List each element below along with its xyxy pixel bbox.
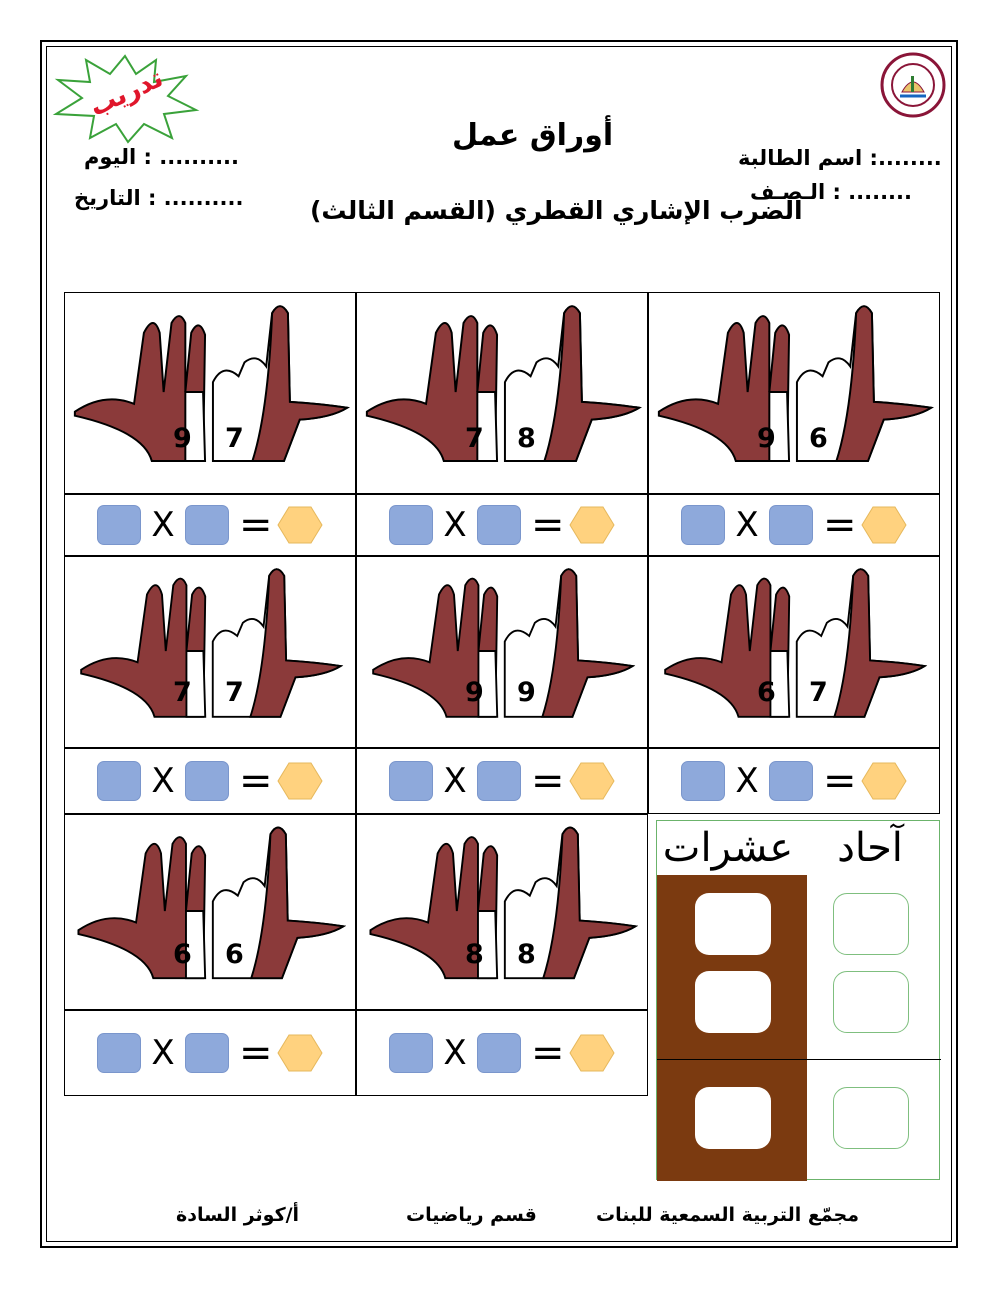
hands-illustration-icon [65,557,353,745]
equation-row [64,1010,356,1096]
factor-answer-box[interactable] [389,1033,433,1073]
left-hand-number: 6 [757,677,776,708]
right-hand-number: 7 [225,677,244,708]
equation-row [356,748,648,814]
factor-answer-box[interactable] [97,505,141,545]
tens-answer-box[interactable] [695,1087,771,1149]
right-hand-number: 9 [517,677,536,708]
equals-sign: = [239,758,273,804]
equals-sign: = [531,758,565,804]
times-sign: X [443,1033,467,1073]
tens-header: عشرات [662,825,794,871]
factor-answer-box[interactable] [477,761,521,801]
hands-illustration-icon [649,293,937,491]
factor-answer-box[interactable] [477,1033,521,1073]
hands-cell [356,814,648,1010]
factor-answer-box[interactable] [97,1033,141,1073]
tens-answer-box[interactable] [695,971,771,1033]
page-subtitle: الضرب الإشاري القطري (القسم الثالث) [310,196,803,225]
ones-header: آحاد [837,825,903,871]
product-answer-hexagon[interactable] [277,761,323,801]
factor-answer-box[interactable] [185,761,229,801]
left-hand-number: 7 [465,423,484,454]
ones-answer-box[interactable] [833,1087,909,1149]
times-sign: X [735,505,759,545]
product-answer-hexagon[interactable] [861,505,907,545]
factor-answer-box[interactable] [769,761,813,801]
factor-answer-box[interactable] [97,761,141,801]
factor-answer-box[interactable] [389,761,433,801]
right-hand-number: 6 [225,939,244,970]
right-hand-number: 8 [517,939,536,970]
date-field: التاريخ : .......... [74,186,244,210]
equation-row [648,494,940,556]
product-answer-hexagon[interactable] [861,761,907,801]
class-field: الـصـف : ........ [750,180,912,204]
factor-answer-box[interactable] [681,505,725,545]
equation-row [356,1010,648,1096]
hands-cell [356,556,648,748]
hands-illustration-icon [65,293,353,491]
hands-cell [648,556,940,748]
right-hand-number: 7 [225,423,244,454]
factor-answer-box[interactable] [769,505,813,545]
factor-answer-box[interactable] [681,761,725,801]
left-hand-number: 9 [173,423,192,454]
page-title: أوراق عمل [452,118,614,153]
factor-answer-box[interactable] [389,505,433,545]
factor-answer-box[interactable] [477,505,521,545]
product-answer-hexagon[interactable] [569,761,615,801]
hands-illustration-icon [357,293,645,491]
equals-sign: = [239,1030,273,1076]
hands-cell [64,556,356,748]
ones-answer-box[interactable] [833,893,909,955]
times-sign: X [151,505,175,545]
place-value-chart [656,820,940,1180]
equation-row [64,494,356,556]
times-sign: X [443,505,467,545]
left-hand-number: 9 [757,423,776,454]
right-hand-number: 7 [809,677,828,708]
hands-illustration-icon [65,815,353,1007]
left-hand-number: 9 [465,677,484,708]
left-hand-number: 6 [173,939,192,970]
practice-badge-label: تدريب [85,63,168,123]
times-sign: X [735,761,759,801]
left-hand-number: 8 [465,939,484,970]
equation-row [64,748,356,814]
equals-sign: = [823,502,857,548]
equation-row [648,748,940,814]
footer-teacher: أ/كوثر السادة [176,1204,300,1226]
left-hand-number: 7 [173,677,192,708]
ones-answer-box[interactable] [833,971,909,1033]
footer-department: قسم رياضيات [406,1204,537,1226]
student-name-field: اسم الطالبة :........ [738,146,942,170]
equals-sign: = [531,1030,565,1076]
day-field: اليوم : .......... [84,145,240,169]
times-sign: X [151,761,175,801]
factor-answer-box[interactable] [185,505,229,545]
times-sign: X [151,1033,175,1073]
equals-sign: = [823,758,857,804]
product-answer-hexagon[interactable] [277,1033,323,1073]
hands-cell [648,292,940,494]
product-answer-hexagon[interactable] [277,505,323,545]
hands-cell [356,292,648,494]
place-value-divider [657,1059,941,1060]
right-hand-number: 8 [517,423,536,454]
product-answer-hexagon[interactable] [569,505,615,545]
hands-cell [64,814,356,1010]
right-hand-number: 6 [809,423,828,454]
product-answer-hexagon[interactable] [569,1033,615,1073]
hands-illustration-icon [357,815,645,1007]
equals-sign: = [239,502,273,548]
hands-cell [64,292,356,494]
times-sign: X [443,761,467,801]
hands-illustration-icon [357,557,645,745]
footer-school: مجمّع التربية السمعية للبنات [596,1204,860,1226]
hands-illustration-icon [649,557,937,745]
ministry-logo-icon [880,52,946,118]
tens-answer-box[interactable] [695,893,771,955]
equals-sign: = [531,502,565,548]
equation-row [356,494,648,556]
factor-answer-box[interactable] [185,1033,229,1073]
